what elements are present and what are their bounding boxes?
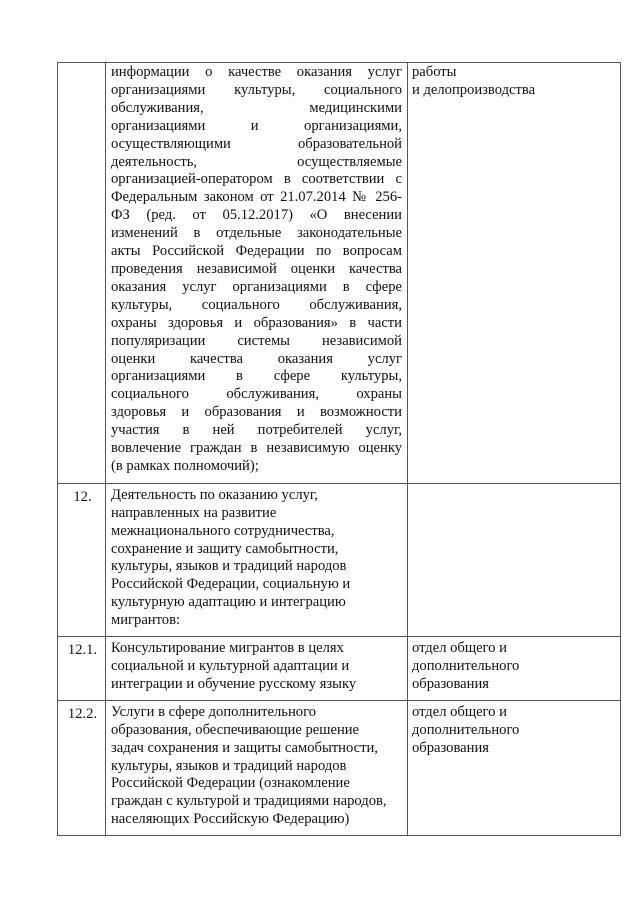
dept-line: и делопроизводства bbox=[412, 81, 536, 98]
text-line: осуществляющими образовательной bbox=[111, 135, 402, 152]
text-line: населяющих Российскую Федерацию) bbox=[111, 811, 350, 828]
text-line: обслуживания, медицинскими bbox=[111, 99, 402, 116]
text-line: ФЗ (ред. от 05.12.2017) «О внесении bbox=[111, 207, 402, 224]
service-description-cell bbox=[106, 63, 408, 484]
text-line: организациями и организациями, bbox=[111, 117, 402, 134]
table-row bbox=[58, 63, 621, 484]
text-line: участия в ней потребителей услуг, bbox=[111, 422, 402, 439]
text-line: Деятельность по оказанию услуг, bbox=[111, 486, 318, 503]
service-description-cell bbox=[106, 637, 408, 701]
text-line: оценки качества оказания услуг bbox=[111, 350, 402, 367]
service-description bbox=[106, 484, 407, 636]
dept-line: дополнительного bbox=[412, 658, 520, 674]
text-line: культуры, социального обслуживания, bbox=[111, 296, 402, 313]
text-line: деятельность, осуществляемые bbox=[111, 153, 402, 170]
text-line: Российской Федерации (ознакомление bbox=[111, 775, 350, 792]
text-line: культуры, языков и традиций народов bbox=[111, 558, 347, 575]
text-line: культурную адаптацию и интеграцию bbox=[111, 594, 346, 611]
text-line: социальной и культурной адаптации и bbox=[111, 658, 350, 674]
text-line: вовлечение граждан в независимую оценку bbox=[111, 440, 402, 457]
service-description bbox=[106, 701, 407, 835]
text-line: популяризации системы независимой bbox=[111, 332, 402, 349]
responsible-department-cell bbox=[408, 63, 621, 484]
row-number bbox=[58, 63, 105, 68]
text-line: Федеральным законом от 21.07.2014 № 256- bbox=[111, 189, 402, 206]
row-number: 12.1. bbox=[67, 642, 98, 659]
row-number-cell bbox=[58, 483, 106, 636]
text-line: акты Российской Федерации по вопросам bbox=[111, 243, 402, 260]
dept-line: образования bbox=[412, 739, 489, 756]
text-line: культуры, языков и традиций народов bbox=[111, 757, 347, 774]
text-line: организацией-оператором в соответствии с bbox=[111, 171, 402, 188]
text-line: (в рамках полномочий); bbox=[111, 457, 259, 474]
dept-line: образования bbox=[412, 675, 489, 692]
dept-line: отдел общего и bbox=[412, 640, 507, 657]
text-line: граждан с культурой и традициями народов, bbox=[111, 793, 387, 810]
table-row bbox=[58, 637, 621, 701]
service-description-cell bbox=[106, 700, 408, 835]
text-line: организациями в сфере культуры, bbox=[111, 368, 402, 385]
text-line: сохранение и защиту самобытности, bbox=[111, 540, 339, 557]
text-line: проведения независимой оценки качества bbox=[111, 260, 402, 277]
text-line: мигрантов: bbox=[111, 612, 181, 629]
row-number-cell bbox=[58, 637, 106, 701]
responsible-department-cell bbox=[408, 483, 621, 636]
text-line: интеграции и обучение русскому языку bbox=[111, 675, 357, 692]
responsible-department-cell bbox=[408, 637, 621, 701]
text-line: информации о качестве оказания услуг bbox=[111, 64, 402, 80]
row-number: 12.2. bbox=[67, 705, 98, 722]
text-line: межнационального сотрудничества, bbox=[111, 522, 335, 539]
responsible-department-cell bbox=[408, 700, 621, 835]
text-line: охраны здоровья и образования» в части bbox=[111, 314, 402, 331]
service-description bbox=[106, 637, 407, 700]
responsible-department bbox=[408, 637, 620, 694]
service-description bbox=[106, 63, 407, 483]
text-line: изменений в отдельные законодательные bbox=[111, 225, 402, 242]
text-line: оказания услуг организациями в сфере bbox=[111, 278, 402, 295]
text-line: Услуги в сфере дополнительного bbox=[111, 703, 316, 720]
text-line: организациями культуры, социального bbox=[111, 81, 402, 98]
text-line: Российской Федерации, социальную и bbox=[111, 576, 351, 593]
text-line: направленных на развитие bbox=[111, 504, 277, 521]
row-number-cell bbox=[58, 700, 106, 835]
text-line: Консультирование мигрантов в целях bbox=[111, 640, 344, 657]
text-line: здоровья и образования и возможности bbox=[111, 404, 402, 421]
row-number: 12. bbox=[73, 488, 92, 505]
dept-line: работы bbox=[412, 64, 457, 80]
responsible-department bbox=[408, 484, 620, 487]
dept-line: дополнительного bbox=[412, 721, 520, 738]
table-row bbox=[58, 700, 621, 835]
text-line: задач сохранения и защиты самобытности, bbox=[111, 739, 378, 756]
document-table bbox=[57, 62, 621, 836]
responsible-department bbox=[408, 701, 620, 758]
responsible-department bbox=[408, 63, 620, 100]
table-row bbox=[58, 483, 621, 636]
text-line: образования, обеспечивающие решение bbox=[111, 721, 360, 738]
dept-line: отдел общего и bbox=[412, 703, 507, 720]
service-description-cell bbox=[106, 483, 408, 636]
row-number-cell bbox=[58, 63, 106, 484]
text-line: социального обслуживания, охраны bbox=[111, 386, 402, 403]
